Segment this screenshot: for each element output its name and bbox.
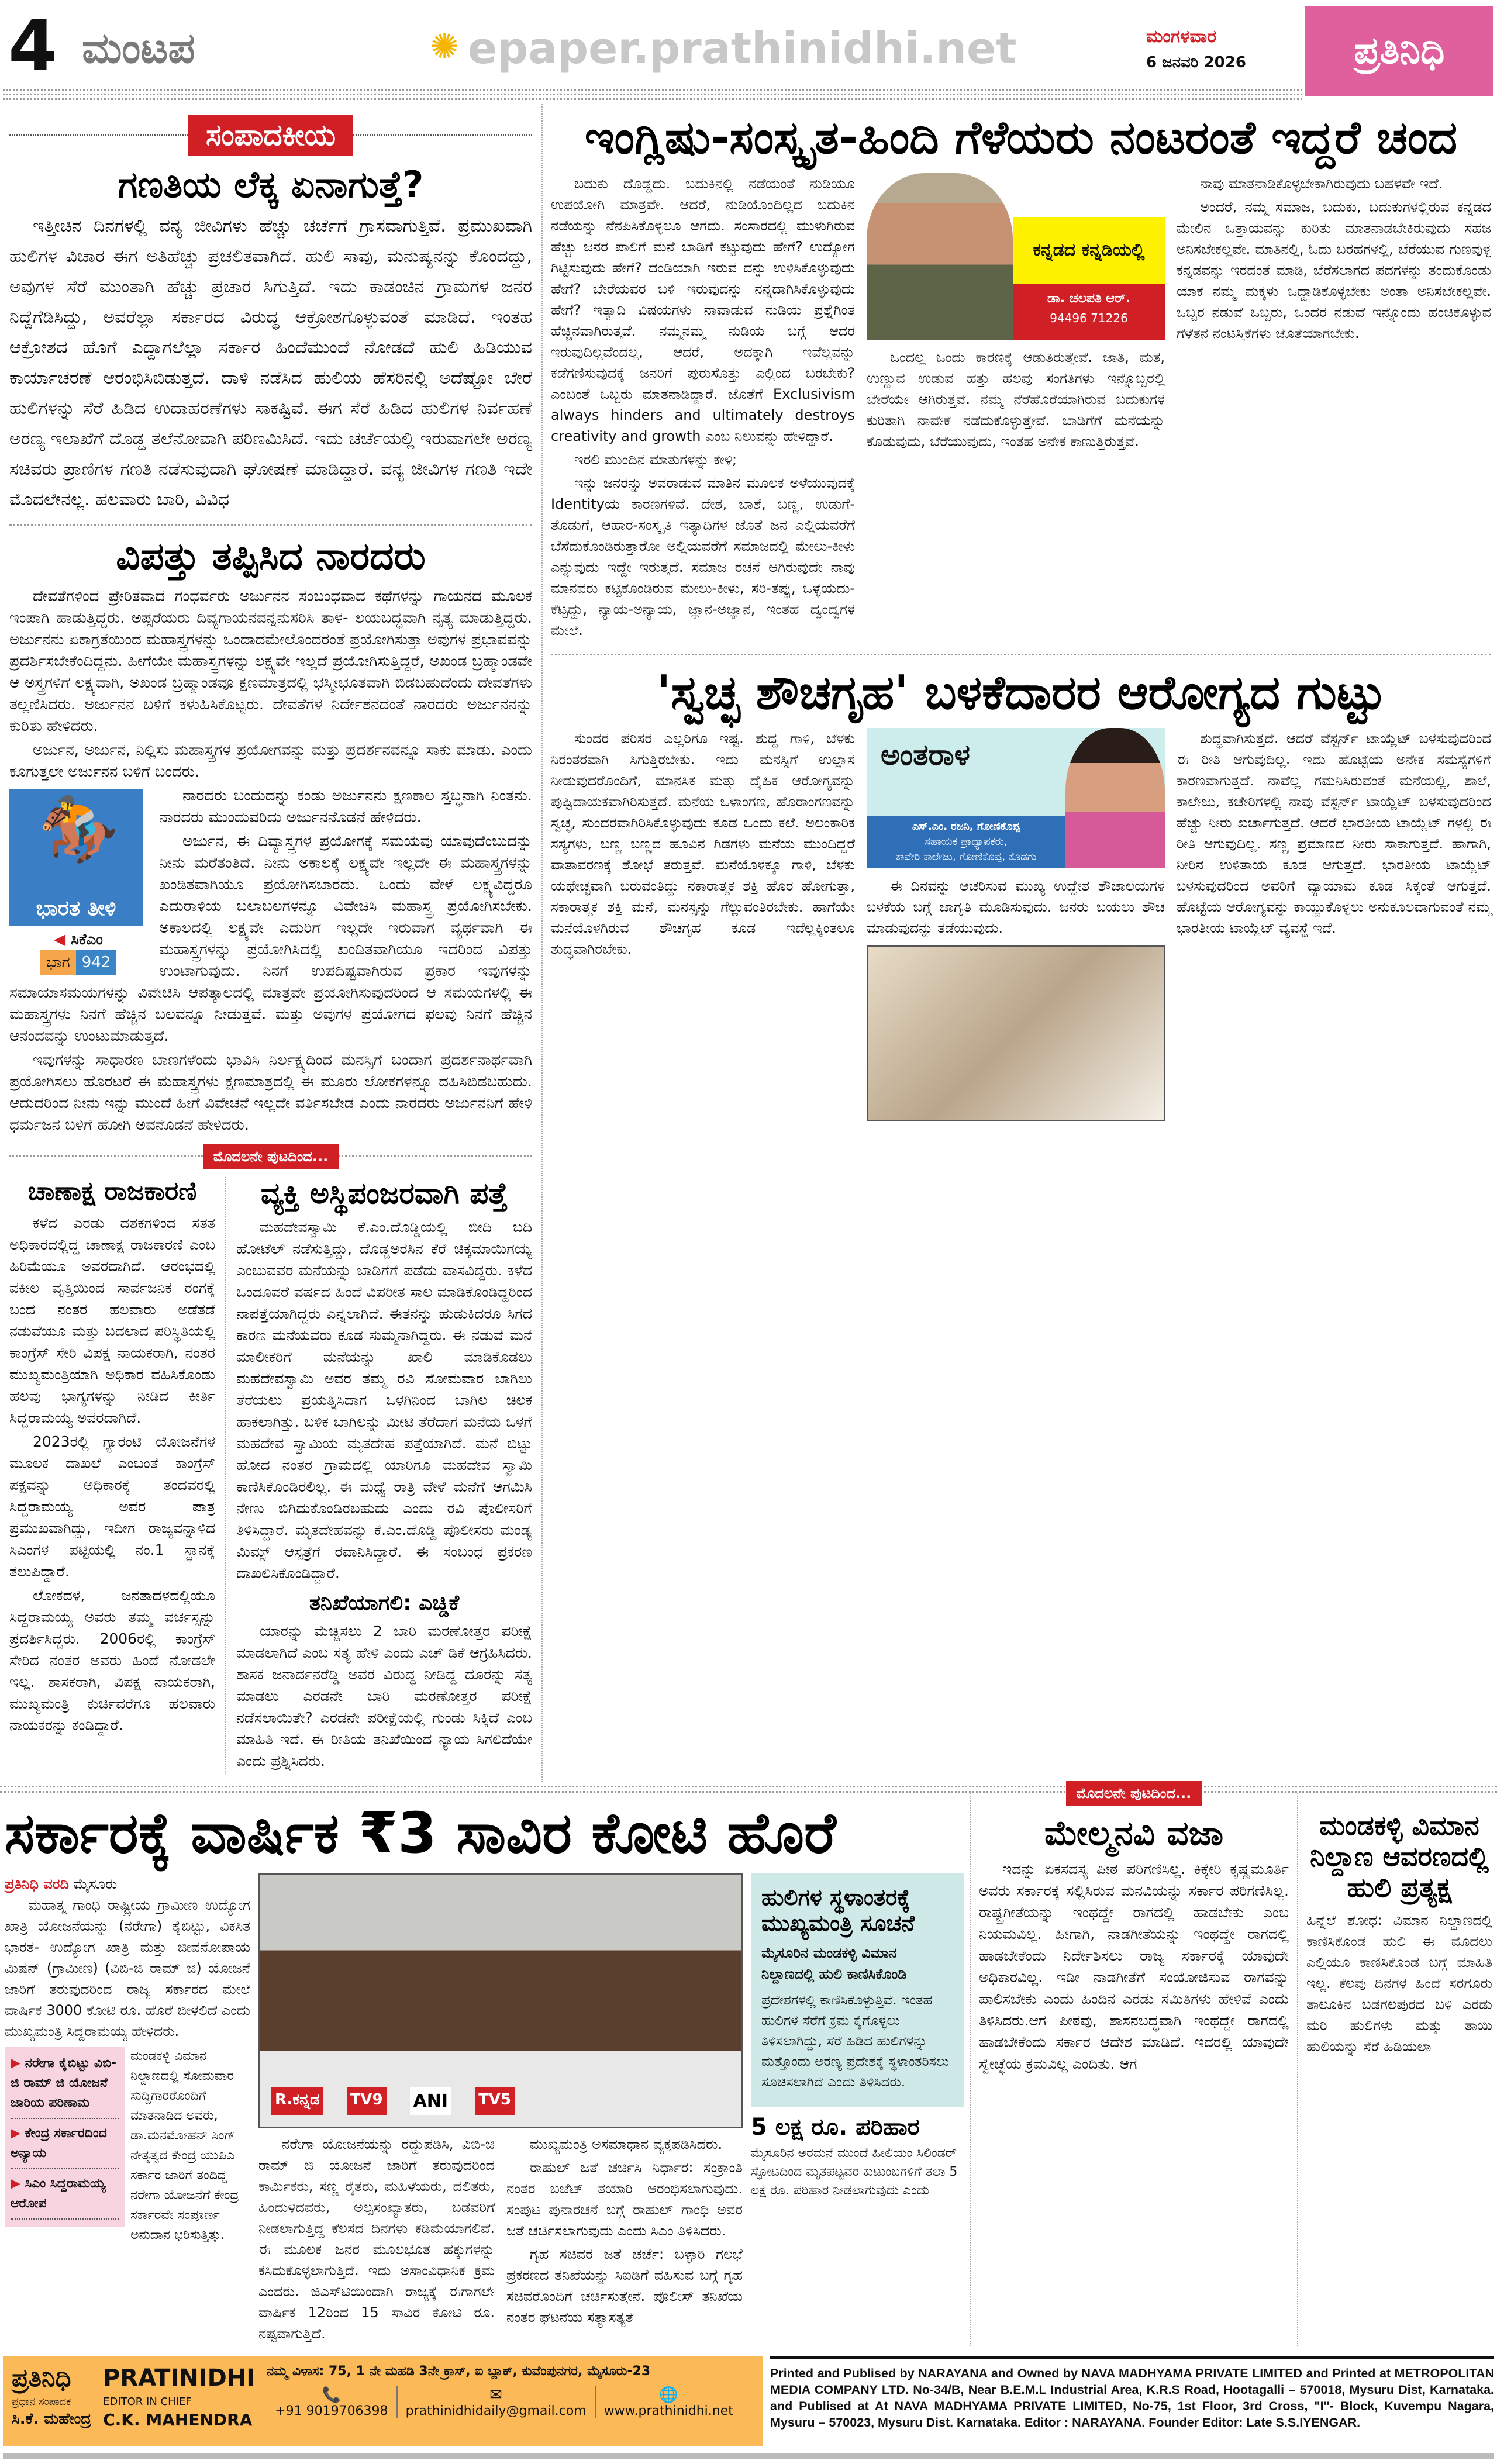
- page-number: 4: [8, 6, 57, 87]
- skeleton-subhead: ತನಿಖೆಯಾಗಲಿ: ಎಚ್ಡಿಕೆ: [309, 1591, 460, 1616]
- compensation-body: [751, 2144, 964, 2200]
- paragraph: ಶುದ್ಧವಾಗಿಸುತ್ತದೆ. ಆದರೆ ವೆಸ್ಟರ್ನ್ ಟಾಯ್ಲೆಟ್ ಬಳಸುವುದರಿಂದ ಈ ರೀತಿ ಆಗುವುದಿಲ್ಲ. ಇದು ಹೊಟ್ಟೆಯ ಅನೇಕ ಸಮಸ್ಯೆಗಳಿಗೆ ಕಾರಣವಾಗುತ್ತದೆ. ನಾವೆಲ್ಲ ಗಮನಿಸಿರುವಂತೆ ಮನೆಯಲ್ಲಿ, ಶಾಲೆ, ಕಾಲೇಜು, ಕಚೇರಿಗಳಲ್ಲಿ ನಾವು ವೆಸ್ಟರ್ನ್ ಟಾಯ್ಲೆಟ್ ಬಳಸುವುದರಿಂದ ಹೆಚ್ಚು ನೀರು ಖರ್ಚಾಗುತ್ತದೆ. ಆದರೆ ಭಾರತೀಯ ಟಾಯ್ಲೆಟ್ ಗಳಲ್ಲಿ ಈ ರೀತಿ ಆಗುವುದಿಲ್ಲ. ಸಣ್ಣ ಪ್ರಮಾಣದ ನೀರು ಸಾಕಾಗುತ್ತದೆ. ಹಾಗಾಗಿ, ನೀರಿನ ಉಳಿತಾಯ ಕೂಡ ಆಗುತ್ತದೆ. ಭಾರತೀಯ ಟಾಯ್ಲೆಟ್ ಬಳಸುವುದರಿಂದ ಅವರಿಗೆ ವ್ಯಾಯಾಮ ಕೂಡ ಸಿಕ್ಕಂತೆ ಆಗುತ್ತದೆ. ಹೊಟ್ಟೆಯ ಆರೋಗ್ಯವನ್ನು ಕಾಯ್ದುಕೊಳ್ಳಲು ಅನುಕೂಲವಾಗುವಂತೆ ನಮ್ಮ ಭಾರತೀಯ ಟಾಯ್ಲೆಟ್ ವ್ಯವಸ್ಥೆ ಇದೆ.: [1177, 730, 1491, 936]
- narada-article: [9, 536, 532, 1136]
- editorial-body: [9, 211, 532, 515]
- sun-icon: ✺: [430, 26, 460, 67]
- skeleton-headline: ವ್ಯಕ್ತಿ ಅಸ್ಥಿಪಂಜರವಾಗಿ ಪತ್ತೆ: [260, 1176, 508, 1210]
- chariot-icon: 🏇: [39, 791, 119, 867]
- highlight-item: ▶ ನರೇಗಾ ಕೈಬಿಟ್ಟು ವಿಬಿ-ಜಿ ರಾಮ್ ಜಿ ಯೋಜನೆ ಜಾರಿಯ ಪರಿಣಾಮ: [11, 2054, 119, 2119]
- chanakya-article: [9, 1177, 226, 1774]
- phone-contact[interactable]: [267, 2386, 397, 2418]
- mirror-headline: ಇಂಗ್ಲಿಷು-ಸಂಸ್ಕೃತ-ಹಿಂದಿ ಗೆಳೆಯರು ನಂಟರಂತೆ ಇದ್ದರೆ ಚಂದ: [584, 112, 1458, 164]
- skeleton-sub-body: [236, 1620, 532, 1772]
- columnist-name: ಡಾ. ಚಲಪತಿ ಆರ್.: [1047, 291, 1131, 306]
- paragraph: ಹಿನ್ನೆಲೆ ಶೋಧ: ವಿಮಾನ ನಿಲ್ದಾಣದಲ್ಲಿ ಕಾಣಿಸಿಕೊಂಡ ಹುಲಿ ಈ ಮೊದಲು ಎಲ್ಲಿಯೂ ಕಾಣಿಸಿಕೊಂಡ ಬಗ್ಗೆ ಮಾಹಿತಿ ಇಲ್ಲ. ಕೆಲವು ದಿನಗಳ ಹಿಂದೆ ಸರಗೂರು ತಾಲೂಕಿನ ಬಡಗಲಪುರದ ಬಳಿ ಎರಡು ಮರಿ ಹುಲಿಗಳು ಮತ್ತು ತಾಯಿ ಹುಲಿಯನ್ನು ಸೆರೆ ಹಿಡಿಯಲಾ: [1306, 1912, 1492, 2055]
- mirror-col-2: [867, 347, 1165, 452]
- editorial-article: [9, 115, 532, 515]
- toilet-article: [551, 666, 1491, 1121]
- narada-headline: ವಿಪತ್ತು ತಪ್ಪಿಸಿದ ನಾರದರು: [116, 535, 426, 579]
- column-banner: [1013, 217, 1165, 340]
- footer: [0, 2356, 1497, 2446]
- paragraph: ರಾಹುಲ್ ಜತೆ ಚರ್ಚಿಸಿ ನಿರ್ಧಾರ: ಸಂಕ್ರಾಂತಿ ನಂತರ ಬಜೆಟ್ ತಯಾರಿ ಆರಂಭಿಸಲಾಗುವುದು. ಸಂಪುಟ ಪುನಾರಚನೆ ಬಗ್ಗೆ ರಾಹುಲ್ ಗಾಂಧಿ ಅವರ ಜತೆ ಚರ್ಚಿಸಲಾಗುವುದು ಎಂದು ಸಿಎಂ ತಿಳಿಸಿದರು.: [506, 2159, 743, 2239]
- columnist-photo: [1065, 728, 1165, 868]
- footer-brand-box: [3, 2356, 763, 2446]
- masthead: [0, 0, 1497, 104]
- author-tag: ◀ ಸಿಕೆಎಂ: [54, 930, 103, 948]
- lead-col-3: [506, 2134, 743, 2346]
- column-logo-text: ಭಾರತ ತೀಳಿ: [36, 896, 116, 920]
- mic-label: ANI: [410, 2087, 452, 2115]
- column-name: ಅಂತರಾಳ: [881, 737, 970, 772]
- press-meet-photo: [258, 1873, 743, 2128]
- logo: ಪ್ರತಿನಿಧಿ: [1305, 6, 1493, 96]
- paragraph: ಅರ್ಜುನ, ಅರ್ಜುನ, ನಿಲ್ಲಿಸು ಮಹಾಸ್ತ್ರಗಳ ಪ್ರಯೋಗವನ್ನು ಮತ್ತು ಪ್ರದರ್ಶನವನ್ನೂ ಸಾಕು ಮಾಡು. ಎಂದು ಕೂಗುತ್ತಲೇ ಅರ್ಜುನನ ಬಳಿಗೆ ಬಂದರು.: [9, 741, 532, 781]
- compensation-headline: 5 ಲಕ್ಷ ರೂ. ಪರಿಹಾರ: [751, 2113, 920, 2141]
- melmanavi-body: [979, 1858, 1289, 2075]
- toilet-col-3: [1177, 728, 1491, 941]
- mic-label: TV5: [475, 2087, 515, 2115]
- toilet-headline: 'ಸ್ವಚ್ಛ ಶೌಚಗೃಹ' ಬಳಕೆದಾರರ ಆರೋಗ್ಯದ ಗುಟ್ಟು: [656, 665, 1386, 720]
- imprint: Printed and Publised by NARAYANA and Owned by NAVA MADHYAMA PRIVATE LIMITED and Printed at METROPOLITAN MEDIA COMPANY LTD. No-34/B, Near B.E.M.L Industrial Area, K.R.S Road, Hootagalli – 570018, Mysuru Dist, Karnataka. and Publised at At NAVA MADHYAMA PRIVATE LIMITED, No-75, 1st Floor, 3rd Cross, "I"- Block, Kuvempu Nagara, Mysuru – 570023, Mysuru Dist. Karnataka. Editor : NARAYANA. Founder Editor: Late S.S.IYENGAR.: [770, 2366, 1494, 2430]
- paragraph: ಪ್ರದೇಶಗಳಲ್ಲಿ ಕಾಣಿಸಿಕೊಳ್ಳುತ್ತಿವೆ. ಇಂತಹ ಹುಲಿಗಳ ಸೆರೆಗೆ ಕ್ರಮ ಕೈಗೊಳ್ಳಲು ತಿಳಿಸಲಾಗಿದ್ದು, ಸೆರೆ ಹಿಡಿದ ಹುಲಿಗಳನ್ನು ಮತ್ತೊಂದು ಅರಣ್ಯ ಪ್ರದೇಶಕ್ಕೆ ಸ್ಥಳಾಂತರಿಸಲು ಸೂಚಿಸಲಾಗಿದೆ ಎಂದು ತಿಳಿಸಿದರು.: [761, 1992, 950, 2090]
- paragraph: ಇನ್ನು ಜನರನ್ನು ಅವರಾಡುವ ಮಾತಿನ ಮೂಲಕ ಅಳೆಯುವುದಕ್ಕೆ Identityಯ ಕಾರಣಗಳಿವೆ. ದೇಶ, ಬಾಶೆ, ಬಣ್ಣ, ಉಡುಗೆ-ತೊಡುಗೆ, ಆಹಾರ-ಸಂಸ್ಕೃತಿ ಇತ್ಯಾದಿಗಳ ಜೊತೆ ಜನ ಎಲ್ಲಿಯವರೆಗೆ ಬೆಸೆದುಕೊಂಡಿರುತ್ತಾರೋ ಅಲ್ಲಿಯವರೆಗೆ ಸಮಾಜದಲ್ಲಿ ಮೇಲು-ಕೀಳು ಎನ್ನುವುದು ಇದ್ದೇ ಇರುತ್ತದೆ. ಸಮಾಜ ರಚನೆ ಆಗಿರುವುದೇ ನಾವು ಮಾನವರು ಕಟ್ಟಿಕೊಂಡಿರುವ ಮೇಲು-ಕೀಳು, ಸರಿ-ತಪ್ಪು, ಒಳ್ಳೆಯದು-ಕೆಟ್ಟದ್ದು, ನ್ಯಾಯ-ಅನ್ಯಾಯ, ಜ್ಞಾನ-ಅಜ್ಞಾನ, ಇಂತಹ ದ್ವಂದ್ವಗಳ ಮೇಲೆ.: [551, 474, 855, 639]
- chanakya-headline: ಚಾಣಾಕ್ಷ ರಾಜಕಾರಣಿ: [27, 1176, 197, 1206]
- editor-name: C.K. MAHENDRA: [103, 2410, 253, 2430]
- phone-icon: 📞: [322, 2386, 342, 2404]
- paragraph: ಇವುಗಳನ್ನು ಸಾಧಾರಣ ಬಾಣಗಳೆಂದು ಭಾವಿಸಿ ನಿರ್ಲಕ್ಷ್ಯದಿಂದ ಮನಸ್ಸಿಗೆ ಬಂದಾಗ ಪ್ರದರ್ಶನಾರ್ಥವಾಗಿ ಪ್ರಯೋಗಿಸಲು ಹೊರಟರೆ ಈ ಮಹಾಸ್ತ್ರಗಳು ಕ್ಷಣಮಾತ್ರದಲ್ಲಿ ಈ ಮೂರು ಲೋಕಗಳನ್ನೂ ದಹಿಸಿಬಿಡಬಹುದು. ಆದುದರಿಂದ ನೀನು ಇನ್ನು ಮುಂದೆ ಹೀಗೆ ವಿವೇಚನೆ ಇಲ್ಲದೇ ವರ್ತಿಸಬೇಡ ಎಂದು ನಾರದರು ಅರ್ಜುನನಿಗೆ ಹೇಳಿ ಧರ್ಮಜನ ಬಳಿಗೆ ಹೋಗಿ ಅವನೊಡನೆ ಹೇಳಿದರು.: [9, 1051, 532, 1134]
- paragraph: ನರೇಗಾ ಯೋಜನೆಯನ್ನು ರದ್ದುಪಡಿಸಿ, ವಿಬಿ-ಜಿ ರಾಮ್ ಜಿ ಯೋಜನೆ ಜಾರಿಗೆ ತರುವುದರಿಂದ ಕಾರ್ಮಿಕರು, ಸಣ್ಣ ರೈತರು, ಮಹಿಳೆಯರು, ದಲಿತರು, ಹಿಂದುಳಿದವರು, ಅಲ್ಪಸಂಖ್ಯಾತರು, ಬಡವರಿಗೆ ನೀಡಲಾಗುತ್ತಿದ್ದ ಕೆಲಸದ ದಿನಗಳು ಕಡಿಮೆಯಾಗಲಿವೆ. ಈ ಮೂಲಕ ಜನರ ಮೂಲಭೂತ ಹಕ್ಕುಗಳನ್ನು ಕಸಿದುಕೊಳ್ಳಲಾಗುತ್ತಿದೆ. ಇದು ಅಸಾಂವಿಧಾನಿಕ ಕ್ರಮ ಎಂದರು. ಜಿಎಸ್‌ಟಿಯಿಂದಾಗಿ ರಾಜ್ಯಕ್ಕೆ ಈಗಾಗಲೇ ವಾರ್ಷಿಕ 12ರಿಂದ 15 ಸಾವಿರ ಕೋಟಿ ರೂ. ನಷ್ಟವಾಗುತ್ತಿದೆ.: [258, 2136, 495, 2342]
- tiger-box: [751, 1873, 964, 2106]
- continued-tag: ಮೊದಲನೇ ಪುಟದಿಂದ...: [203, 1144, 339, 1169]
- editor-name-kn: ಸಿ.ಕೆ. ಮಹೇಂದ್ರ: [12, 2410, 92, 2428]
- paragraph: ಒಂದಲ್ಲ ಒಂದು ಕಾರಣಕ್ಕೆ ಆಡುತಿರುತ್ತೇವೆ. ಜಾತಿ, ಮತ, ಉಣ್ಣುವ ಉಡುವ ಹತ್ತು ಹಲವು ಸಂಗತಿಗಳು ಇನ್ನೊಬ್ಬರಲ್ಲಿ ಬೇರೆಯೇ ಆಗಿರುತ್ತವೆ. ನಮ್ಮ ನೆರೆಹೊರೆಯಾಗಿರುವ ಬದುಕುಗಳ ಕುರಿತಾಗಿ ನಾವೇಕೆ ನಡೆದುಕೊಳ್ಳುತ್ತೇವೆ. ಬಾಡಿಗೆಗೆ ಮನೆಯನ್ನು ಕೊಡುವುದು, ಬೆರೆಯುವುದು, ಇಂತಹ ಅನೇಕ ಕಾಣುತ್ತಿರುತ್ತವೆ.: [867, 348, 1165, 450]
- mic-label: TV9: [347, 2087, 387, 2115]
- address: ನಮ್ಮ ವಿಳಾಸ: 75, 1 ನೇ ಮಹಡಿ 3ನೇ ಕ್ರಾಸ್, ಐ ಬ್ಲಾಕ್, ಕುವೆಂಪುನಗರ, ಮೈಸೂರು-23: [267, 2364, 651, 2379]
- mandakalli-article: [1298, 1793, 1497, 2346]
- paragraph: ಗೃಹ ಸಚಿವರ ಜತೆ ಚರ್ಚೆ: ಬಳ್ಳಾರಿ ಗಲಭೆ ಪ್ರಕರಣದ ತನಿಖೆಯನ್ನು ಸಿಐಡಿಗೆ ವಹಿಸುವ ಬಗ್ಗೆ ಗೃಹ ಸಚಿವರೊಂದಿಗೆ ಚರ್ಚಿಸುತ್ತೇನೆ. ಪೊಲೀಸ್ ತನಿಖೆಯ ನಂತರ ಘಟನೆಯ ಸತ್ಯಾಸತ್ಯತೆ: [506, 2246, 743, 2326]
- part-number: 942: [76, 950, 117, 975]
- date: 6 ಜನವರಿ 2026: [1146, 54, 1246, 71]
- footer-brand: PRATINIDHI: [103, 2365, 256, 2392]
- melmanavi-headline: ಮೇಲ್ಮನವಿ ವಜಾ: [1044, 1813, 1224, 1853]
- footer-logo: ಪ್ರತಿನಿಧಿ: [12, 2363, 71, 2393]
- tiger-box-headline: ಹುಲಿಗಳ ಸ್ಥಳಾಂತರಕ್ಕೆ ಮುಖ್ಯಮಂತ್ರಿ ಸೂಚನೆ: [761, 1885, 915, 1936]
- column-name: ಕನ್ನಡದ ಕನ್ನಡಿಯಲ್ಲಿ: [1013, 217, 1165, 284]
- continued-stories: [9, 1177, 532, 1774]
- mic-label: R.ಕನ್ನಡ: [271, 2087, 323, 2115]
- section-name: ಮಂಟಪ: [82, 23, 195, 73]
- paragraph: ಯಾರನ್ನು ಮೆಚ್ಚಿಸಲು 2 ಬಾರಿ ಮರಣೋತ್ತರ ಪರೀಕ್ಷೆ ಮಾಡಲಾಗಿದೆ ಎಂಬ ಸತ್ಯ ಹೇಳಿ ಎಂದು ಎಚ್ ಡಿಕೆ ಆಗ್ರಹಿಸಿದರು. ಶಾಸಕ ಜನಾರ್ದನರೆಡ್ಡಿ ಅವರ ವಿರುದ್ಧ ನೀಡಿದ್ದ ದೂರನ್ನು ಸತ್ಯ ಮಾಡಲು ಎರಡನೇ ಬಾರಿ ಮರಣೋತ್ತರ ಪರೀಕ್ಷೆ ನಡೆಸಲಾಯಿತೇ? ಎರಡನೇ ಪರೀಕ್ಷೆಯಲ್ಲಿ ಗುಂಡು ಸಿಕ್ಕಿದೆ ಎಂಬ ಮಾಹಿತಿ ಇದೆ. ಈ ರೀತಿಯ ತನಿಖೆಯಿಂದ ನ್ಯಾಯ ಸಿಗಲಿದೆಯೇ ಎಂದು ಪ್ರಶ್ನಿಸಿದರು.: [236, 1622, 532, 1769]
- toilet-col-2: [867, 875, 1165, 938]
- paragraph: ನಾರದರು ಬಂದುದನ್ನು ಕಂಡು ಅರ್ಜುನನು ಕ್ಷಣಕಾಲ ಸ್ತಬ್ಧನಾಗಿ ನಿಂತನು. ನಾರದರು ಮುಂದುವರಿದು ಅರ್ಜುನನೊಡನೆ ಹೇಳಿದರು.: [159, 786, 532, 826]
- byline: ಪ್ರತಿನಿಧಿ ವರದಿ ಮೈಸೂರು: [5, 1876, 118, 1893]
- paragraph: ಮೈಸೂರಿನ ಅರಮನೆ ಮುಂದೆ ಹೀಲಿಯಂ ಸಿಲಿಂಡರ್ ಸ್ಫೋಟದಿಂದ ಮೃತಪಟ್ಟವರ ಕುಟುಂಬಗಳಿಗೆ ತಲಾ 5 ಲಕ್ಷ ರೂ. ಪರಿಹಾರ ನೀಡಲಾಗುವುದು ಎಂದು: [751, 2145, 958, 2198]
- editor-label-kn: ಪ್ರಧಾನ ಸಂಪಾದಕ: [12, 2396, 71, 2408]
- narada-body: [9, 586, 532, 1136]
- email: prathinidhidaily@gmail.com: [405, 2404, 587, 2419]
- paragraph: ಇರಲಿ ಮುಂದಿನ ಮಾತುಗಳನ್ನು ಕೇಳಿ;: [574, 451, 737, 468]
- mirror-article: [551, 112, 1491, 643]
- tiger-box-body: [761, 1990, 953, 2093]
- editorial-headline: ಗಣತಿಯ ಲೆಕ್ಕ ಏನಾಗುತ್ತೆ?: [118, 163, 424, 206]
- highlights-box: [5, 2047, 125, 2227]
- globe-icon: 🌐: [659, 2386, 678, 2404]
- paragraph: ಮಂಡಕಳ್ಳಿ ವಿಮಾನ ನಿಲ್ದಾಣದಲ್ಲಿ ಸೋಮವಾರ ಸುದ್ದಿಗಾರರೊಂದಿಗೆ ಮಾತನಾಡಿದ ಅವರು, ಡಾ.ಮನಮೋಹನ್ ಸಿಂಗ್ ನೇತೃತ್ವದ ಕೇಂದ್ರ ಯುಪಿಎ ಸರ್ಕಾರ ಜಾರಿಗೆ ತಂದಿದ್ದ ನರೇಗಾ ಯೋಜನೆಗೆ ಕೇಂದ್ರ ಸರ್ಕಾರವೇ ಸಂಪೂರ್ಣ ಅನುದಾನ ಭರಿಸುತ್ತಿತ್ತು.: [130, 2049, 239, 2243]
- columnist-phone: 94496 71226: [1050, 310, 1128, 325]
- tiger-box-subhead: ಮೈಸೂರಿನ ಮಂಡಕಳ್ಳಿ ವಿಮಾನ ನಿಲ್ದಾಣದಲ್ಲಿ ಹುಲಿ ಕಾಣಿಸಿಕೊಂಡಿ: [761, 1944, 907, 1982]
- columnist-org: ಕಾವೇರಿ ಕಾಲೇಜು, ಗೋಣಿಕೊಪ್ಪ, ಕೊಡಗು: [895, 850, 1037, 863]
- phone-number: +91 9019706398: [275, 2404, 388, 2419]
- website-contact[interactable]: [596, 2386, 741, 2418]
- toilet-col-1: [551, 728, 855, 962]
- paragraph: ಇದನ್ನು ಏಕಸದಸ್ಯ ಪೀಠ ಪರಿಗಣಿಸಿಲ್ಲ. ಕಿಕ್ಕೇರಿ ಕೃಷ್ಣಮೂರ್ತಿ ಅವರು ಸರ್ಕಾರಕ್ಕೆ ಸಲ್ಲಿಸಿರುವ ಮನವಿಯನ್ನು ಸರ್ಕಾರ ಪರಿಗಣಿಸಿಲ್ಲ. ರಾಷ್ಟ್ರಗೀತೆಯನ್ನು ಇಂಥದ್ದೇ ರಾಗದಲ್ಲಿ ಹಾಡಬೇಕು ಎಂಬ ನಿಯಮವಿಲ್ಲ. ಹೀಗಾಗಿ, ನಾಡಗೀತೆಯನ್ನು ಇಂಥದ್ದೇ ರಾಗದಲ್ಲಿ ಹಾಡಬೇಕೆಂದು ನಿರ್ದೇಶಿಸಲು ರಾಜ್ಯ ಸರ್ಕಾರಕ್ಕೆ ಯಾವುದೇ ಅಧಿಕಾರವಿಲ್ಲ. ಇಡೀ ನಾಡಗೀತೆಗೆ ಸಂಯೋಜಿಸುವ ರಾಗವನ್ನು ಪಾಲಿಸಬೇಕು ಎಂದು ಹಿಂದಿನ ಎರಡು ಸಮಿತಿಗಳು ಹೇಳಿವೆ ಎಂದು ತಿಳಿಸಿದರು.ಆಗ ಪೀಠವು, ಶಾಸನಬದ್ಧವಾಗಿ ಇಂಥದ್ದೇ ರಾಗದಲ್ಲಿ ಹಾಡಬೇಕೆಂದು ಸರ್ಕಾರ ಆದೇಶ ಮಾಡಿದೆ. ಇದರಲ್ಲಿ ಯಾವುದೇ ಸ್ವೇಚ್ಛೆಯ ಕ್ರಮವಿಲ್ಲ ಎಂದಿತು. ಆಗ: [979, 1861, 1289, 2073]
- mail-icon: ✉: [489, 2386, 502, 2404]
- paragraph: ಮಹದೇವಸ್ವಾಮಿ ಕೆ.ಎಂ.ದೊಡ್ಡಿಯಲ್ಲಿ ಬೀದಿ ಬದಿ ಹೋಟೆಲ್ ನಡೆಸುತ್ತಿದ್ದು, ದೊಡ್ಡಅರಸಿನ ಕೆರೆ ಚಿಕ್ಕಮಾಯಿಗಯ್ಯ ಎಂಬುವವರ ಮನೆಯನ್ನು ಬಾಡಿಗೆಗೆ ಪಡೆದು ವಾಸವಿದ್ದರು. ಕಳೆದ ಒಂದೂವರೆ ವರ್ಷದ ಹಿಂದೆ ವಿಪರೀತ ಸಾಲ ಮಾಡಿಕೊಂಡಿದ್ದರಿಂದ ನಾಪತ್ತೆಯಾಗಿದ್ದರು ಎನ್ನಲಾಗಿದೆ. ಈತನನ್ನು ಹುಡುಕಿದರೂ ಸಿಗದ ಕಾರಣ ಮನೆಯವರು ಕೂಡ ಸುಮ್ಮನಾಗಿದ್ದರು. ಈ ನಡುವೆ ಮನೆ ಮಾಲೀಕರಿಗೆ ಮನೆಯನ್ನು ಖಾಲಿ ಮಾಡಿಕೊಡಲು ಮಹದೇವಸ್ವಾಮಿ ಅವರ ತಮ್ಮ ರವಿ ಸೋಮವಾರ ಬಾಗಿಲು ತೆರೆಯಲು ಪ್ರಯತ್ನಿಸಿದಾಗ ಒಳಗಿನಿಂದ ಬಾಗಿಲ ಚಿಲಕ ಹಾಕಲಾಗಿತ್ತು. ಬಳಿಕ ಬಾಗಿಲನ್ನು ಮೀಟಿ ತೆರೆದಾಗ ಮನೆಯ ಒಳಗೆ ಮಹದೇವ ಸ್ವಾಮಿಯ ಮೃತದೇಹ ಪತ್ತೆಯಾಗಿದೆ. ಮನೆ ಬಿಟ್ಟು ಹೋದ ನಂತರ ಗ್ರಾಮದಲ್ಲಿ ಯಾರಿಗೂ ಮಹದೇವ ಸ್ವಾಮಿ ಕಾಣಿಸಿಕೊಂಡಿರಲಿಲ್ಲ. ಈ ಮಧ್ಯೆ ರಾತ್ರಿ ವೇಳೆ ಮನೆಗೆ ಆಗಮಿಸಿ ನೇಣು ಬಿಗಿದುಕೊಂಡಿರಬಹುದು ಎಂದು ರವಿ ಪೊಲೀಸರಿಗೆ ತಿಳಿಸಿದ್ದಾರೆ. ಮೃತದೇಹವನ್ನು ಕೆ.ಎಂ.ದೊಡ್ಡಿ ಪೊಲೀಸರು ಮಂಡ್ಯ ಮಿಮ್ಸ್ ಆಸ್ಪತ್ರೆಗೆ ರವಾನಿಸಿದ್ದಾರೆ. ಈ ಸಂಬಂಧ ಪ್ರಕರಣ ದಾಖಲಿಸಿಕೊಂಡಿದ್ದಾರೆ.: [236, 1219, 532, 1582]
- paragraph: ಲೋಕದಳ, ಜನತಾದಳದಲ್ಲಿಯೂ ಸಿದ್ದರಾಮಯ್ಯ ಅವರು ತಮ್ಮ ವರ್ಚಸ್ಸನ್ನು ಪ್ರದರ್ಶಿಸಿದ್ದರು. 2006ರಲ್ಲಿ ಕಾಂಗ್ರೆಸ್ ಸೇರಿದ ನಂತರ ಅವರು ಹಿಂದೆ ನೋಡಲೇ ಇಲ್ಲ. ಶಾಸಕರಾಗಿ, ವಿಪಕ್ಷ ನಾಯಕರಾಗಿ, ಮುಖ್ಯಮಂತ್ರಿ ಕುರ್ಚಿವರೆಗೂ ಹಲವಾರು ನಾಯಕರನ್ನು ಕಂಡಿದ್ದಾರೆ.: [9, 1587, 215, 1734]
- highlight-item: ▶ ಕೇಂದ್ರ ಸರ್ಕಾರದಿಂದ ಅನ್ಯಾಯ: [11, 2119, 119, 2169]
- columnist-photo: [867, 173, 1013, 340]
- mirror-col-1: [551, 173, 855, 643]
- paragraph: 2023ರಲ್ಲಿ ಗ್ಯಾರಂಟಿ ಯೋಜನೆಗಳ ಮೂಲಕ ದಾಖಲೆ ಎಂಬಂತೆ ಕಾಂಗ್ರೆಸ್ ಪಕ್ಷವನ್ನು ಅಧಿಕಾರಕ್ಕೆ ತಂದವರಲ್ಲಿ ಸಿದ್ದರಾಮಯ್ಯ ಅವರ ಪಾತ್ರ ಪ್ರಮುಖವಾಗಿದ್ದು, ಇದೀಗ ರಾಜ್ಯವನ್ನಾಳಿದ ಸಿಎಂಗಳ ಪಟ್ಟಿಯಲ್ಲಿ ನಂ.1 ಸ್ಥಾನಕ್ಕೆ ತಲುಪಿದ್ದಾರೆ.: [9, 1433, 215, 1580]
- melmanavi-article: [971, 1785, 1298, 2346]
- highlight-item: ▶ ಸಿಎಂ ಸಿದ್ದರಾಮಯ್ಯ ಆರೋಪ: [11, 2169, 119, 2220]
- skeleton-article: [226, 1177, 532, 1774]
- paragraph: ಅಂದರೆ, ನಮ್ಮ ಸಮಾಜ, ಬದುಕು, ಬದುಕುಗಳಲ್ಲಿರುವ ಕನ್ನಡದ ಮೇಲಿನ ಒತ್ತಾಯವನ್ನು ಕುರಿತು ಮಾತನಾಡಬೇಕಿರುವುದು ಸಹಜ ಅನಿಸಬೇಕಲ್ಲವೇ. ಮಾತಿನಲ್ಲಿ, ಓದು ಬರಹಗಳಲ್ಲಿ, ಬೆರೆಯುವ ಗುಣವುಳ್ಳ ಕನ್ನಡವನ್ನು ಇರದಂತೆ ಮಾಡಿ, ಬೆರೆಸಲಾಗದ ಪದಗಳನ್ನು ತಂದುಕೊಂಡು ಯಾಕೆ ನಮ್ಮ ಮಕ್ಕಳು ಒದ್ದಾಡಿಕೊಳ್ಳಬೇಕು ಅಂತಾ ಅನಿಸಬೇಕಲ್ಲವೇ. ಒಬ್ಬರ ನಡುವೆ ಒಬ್ಬರು, ಒಂದರ ನಡುವೆ ಇನ್ನೊಂದು ಹಂಚಿಕೊಳ್ಳುವ ಗೆಳೆತನ ನಂಟಸ್ತಿಕೆಗಳು ಜೊತೆಯಾಗಬೇಕು.: [1177, 198, 1491, 341]
- toilet-photo: [867, 945, 1165, 1121]
- weekday: ಮಂಗಳವಾರ: [1146, 26, 1217, 47]
- lead-col-1b: [130, 2047, 250, 2248]
- paragraph: ಕಳೆದ ಎರಡು ದಶಕಗಳಿಂದ ಸತತ ಅಧಿಕಾರದಲ್ಲಿದ್ದ ಚಾಣಾಕ್ಷ ರಾಜಕಾರಣಿ ಎಂಬ ಹಿರಿಮೆಯೂ ಅವರದಾಗಿದೆ. ಆರಂಭದಲ್ಲಿ ವಕೀಲ ವೃತ್ತಿಯಿಂದ ಸಾರ್ವಜನಿಕ ರಂಗಕ್ಕೆ ಬಂದ ನಂತರ ಹಲವಾರು ಅಡೆತಡೆ ನಡುವೆಯೂ ಮತ್ತು ಬದಲಾದ ಪರಿಸ್ಥಿತಿಯಲ್ಲಿ ಕಾಂಗ್ರೆಸ್ ಸೇರಿ ವಿಪಕ್ಷ ನಾಯಕರಾಗಿ, ನಂತರ ಮುಖ್ಯಮಂತ್ರಿಯಾಗಿ ಅಧಿಕಾರ ವಹಿಸಿಕೊಂಡು ಹಲವು ಭಾಗ್ಯಗಳನ್ನು ನೀಡಿದ ಕೀರ್ತಿ ಸಿದ್ದರಾಮಯ್ಯ ಅವರದಾಗಿದೆ.: [9, 1214, 215, 1427]
- columnist-name: ಎಸ್.ಎಂ. ರಜನಿ, ಗೋಣಿಕೊಪ್ಪ: [912, 820, 1020, 833]
- paragraph: ಅರ್ಜುನ, ಈ ದಿವ್ಯಾಸ್ತ್ರಗಳ ಪ್ರಯೋಗಕ್ಕೆ ಸಮಯವು ಯಾವುದೆಂಬುದನ್ನು ನೀನು ಮರೆತಂತಿದೆ. ನೀನು ಅಕಾಲಕ್ಕೆ ಲಕ್ಷ್ಯವೇ ಇಲ್ಲದೇ ಈ ಮಹಾಸ್ತ್ರಗಳನ್ನು ಖಂಡಿತವಾಗಿಯೂ ಪ್ರಯೋಗಿಸಬಾರದು. ಒಂದು ವೇಳೆ ಲಕ್ಷ್ಯವಿದ್ದರೂ ಎದುರಾಳಿಯ ಬಲಾಬಲಗಳನ್ನೂ ವಿವೇಚಿಸಿ ಮಹಾಸ್ತ್ರ ಪ್ರಯೋಗಿಸಬೇಕು. ಅಕಾಲದಲ್ಲಿ ಲಕ್ಷ್ಯವೇ ಎದುರಿಗೆ ಇಲ್ಲದೇ ಇರುವಾಗ ವ್ಯರ್ಥವಾಗಿ ಈ ಮಹಾಸ್ತ್ರಗಳನ್ನು ಪ್ರಯೋಗಿಸಿದಲ್ಲಿ ಖಂಡಿತವಾಗಿಯೂ ಇದರಿಂದ ವಿಪತ್ತು ಉಂಟಾಗುವುದು. ನಿನಗೆ ಉಪದಿಷ್ಟವಾಗಿರುವ ಪ್ರಕಾರ ಇವುಗಳನ್ನು ಸಮಾಯಾಸಮಯಗಳನ್ನು ವಿವೇಚಿಸಿ ಆಪತ್ಕಾಲದಲ್ಲಿ ಮಾತ್ರವೇ ಪ್ರಯೋಗಿಸುವುದರಿಂದ ಆ ಸಮಯಗಳಲ್ಲಿ ಈ ಮಹಾಸ್ತ್ರಗಳು ನಿನಗೆ ಹೆಚ್ಚಿನ ಬಲವನ್ನೂ ನೀಡುತ್ತವೆ. ಮತ್ತು ಅವುಗಳ ಪ್ರಯೋಗದ ಫಲವು ನಿನಗೆ ಹೆಚ್ಚಿನ ಆನಂದವನ್ನು ಉಂಟುಮಾಡುತ್ತದೆ.: [9, 832, 532, 1045]
- email-contact[interactable]: [398, 2386, 596, 2418]
- columnist-role: ಸಹಾಯಕ ಪ್ರಾಧ್ಯಾಪಕರು,: [925, 835, 1008, 848]
- bharata-teli-block: [9, 789, 147, 975]
- lead-article: [0, 1793, 971, 2346]
- lead-col-2: [258, 2134, 495, 2346]
- continued-tag: ಮೊದಲನೇ ಪುಟದಿಂದ...: [1066, 1781, 1202, 1806]
- part-badge: [9, 950, 147, 975]
- column-banner: [867, 728, 1165, 868]
- bharata-teli-logo: [9, 789, 143, 926]
- paragraph: ಮುಖ್ಯಮಂತ್ರಿ ಅಸಮಾಧಾನ ವ್ಯಕ್ತಪಡಿಸಿದರು.: [530, 2136, 723, 2153]
- paragraph: ಸುಂದರ ಪರಿಸರ ಎಲ್ಲರಿಗೂ ಇಷ್ಟ. ಶುದ್ಧ ಗಾಳಿ, ಬೆಳಕು ನಿರಂತರವಾಗಿ ಸಿಗುತ್ತಿರಬೇಕು. ಇದು ಮನಸ್ಸಿಗೆ ಉಲ್ಲಾಸ ನೀಡುವುದರೊಂದಿಗೆ, ಮಾನಸಿಕ ಮತ್ತು ದೈಹಿಕ ಆರೋಗ್ಯವನ್ನು ಪುಷ್ಟಿದಾಯಕವಾಗಿರಿಸುತ್ತದೆ. ಮನೆಯ ಒಳಾಂಗಣ, ಹೊರಾಂಗಣವನ್ನು ಸ್ವಚ್ಛ, ಸುಂದರವಾಗಿರಿಸಿಕೊಳ್ಳುವುದು ಕೂಡ ಒಂದು ಕಲೆ. ಅಲಂಕಾರಿಕ ಸಸ್ಯಗಳು, ಬಣ್ಣ ಬಣ್ಣದ ಹೂವಿನ ಗಿಡಗಳು ಮನೆಯ ಮುಂದಿದ್ದರೆ ವಾತಾವರಣಕ್ಕೆ ಶೋಭೆ ತರುತ್ತವೆ. ಮನೆಯೊಳಕ್ಕೂ ಗಾಳಿ, ಬೆಳಕು ಯಥೇಚ್ಛವಾಗಿ ಬರುವಂತಿದ್ದು ನಕಾರಾತ್ಮಕ ಶಕ್ತಿ ಹೊರ ಹೋಗುತ್ತಾ, ಸಕಾರಾತ್ಮಕ ಶಕ್ತಿ ಮನೆ, ಮನಸ್ಸನ್ನು ಗೆಲ್ಲುವಂತಿರಬೇಕು. ಹಾಗೆಯೇ ಮನೆಯೊಳಗಿರುವ ಶೌಚಗೃಹ ಕೂಡ ಇದೆಲ್ಲಕ್ಕಿಂತಲೂ ಶುದ್ಧವಾಗಿರಬೇಕು.: [551, 730, 855, 957]
- editorial-tag: ಸಂಪಾದಕೀಯ: [188, 115, 353, 156]
- site-url[interactable]: epaper.prathinidhi.net: [468, 23, 1017, 74]
- lead-col-1: [5, 1873, 250, 2248]
- lead-headline: ಸರ್ಕಾರಕ್ಕೆ ವಾರ್ಷಿಕ ₹3 ಸಾವಿರ ಕೋಟಿ ಹೊರೆ: [5, 1800, 836, 1866]
- paragraph: ನಾವು ಮಾತನಾಡಿಕೊಳ್ಳಬೇಕಾಗಿರುವುದು ಬಹಳವೇ ಇದೆ.: [1200, 175, 1443, 192]
- mirror-col-3: [1177, 173, 1491, 346]
- skeleton-body: [236, 1216, 532, 1584]
- paragraph: ಇತ್ತೀಚಿನ ದಿನಗಳಲ್ಲಿ ವನ್ಯ ಜೀವಿಗಳು ಹೆಚ್ಚು ಚರ್ಚೆಗೆ ಗ್ರಾಸವಾಗುತ್ತಿವೆ. ಪ್ರಮುಖವಾಗಿ ಹುಲಿಗಳ ವಿಚಾರ ಈಗ ಅತಿಹೆಚ್ಚು ಪ್ರಚಲಿತವಾಗಿದೆ. ಹುಲಿ ಸಾವು, ಮನುಷ್ಯನನ್ನು ಕೊಂದದ್ದು, ಅವುಗಳ ಸೆರೆ ಮುಂತಾಗಿ ಹೆಚ್ಚು ಪ್ರಚಾರ ಸಿಗುತ್ತಿದೆ. ಇದು ಕಾಡಂಚಿನ ಗ್ರಾಮಗಳ ಜನರ ನಿದ್ದೆಗೆಡಿಸಿದ್ದು, ಅವರೆಲ್ಲಾ ಸರ್ಕಾರದ ವಿರುದ್ಧ ಆಕ್ರೋಶಗೊಳ್ಳುವಂತೆ ಮಾಡಿದೆ. ಇಂತಹ ಆಕ್ರೋಶದ ಹೊಗೆ ಎದ್ದಾಗಲೆಲ್ಲಾ ಸರ್ಕಾರ ಹಿಂದೆಮುಂದೆ ನೋಡದೆ ಹುಲಿ ಹಿಡಿಯುವ ಕಾರ್ಯಾಚರಣೆ ಆರಂಭಿಸಿಬಿಡುತ್ತದೆ. ದಾಳಿ ನಡೆಸಿದ ಹುಲಿಯ ಹೆಸರಿನಲ್ಲಿ ಅದೆಷ್ಟೋ ಬೇರೆ ಹುಲಿಗಳನ್ನು ಸೆರೆ ಹಿಡಿದ ಉದಾಹರಣೆಗಳು ಸಾಕಷ್ಟಿವೆ. ಈಗ ಸೆರೆ ಹಿಡಿದ ಹುಲಿಗಳ ನಿರ್ವಹಣೆ ಅರಣ್ಯ ಇಲಾಖೆಗೆ ದೊಡ್ಡ ತಲೆನೋವಾಗಿ ಪರಿಣಮಿಸಿದೆ. ಇದು ಚರ್ಚೆಯಲ್ಲಿ ಇರುವಾಗಲೇ ಅರಣ್ಯ ಸಚಿವರು ಪ್ರಾಣಿಗಳ ಗಣತಿ ನಡೆಸುವುದಾಗಿ ಘೋಷಣೆ ಮಾಡಿದ್ದಾರೆ. ವನ್ಯ ಜೀವಿಗಳ ಗಣತಿ ಇದೇ ಮೊದಲೇನಲ್ಲ. ಹಲವಾರು ಬಾರಿ, ವಿವಿಧ: [9, 216, 532, 510]
- paragraph: ಈ ದಿನವನ್ನು ಆಚರಿಸುವ ಮುಖ್ಯ ಉದ್ದೇಶ ಶೌಚಾಲಯಗಳ ಬಳಕೆಯ ಬಗ್ಗೆ ಜಾಗೃತಿ ಮೂಡಿಸುವುದು. ಜನರು ಬಯಲು ಶೌಚ ಮಾಡುವುದನ್ನು ತಡೆಯುವುದು.: [867, 877, 1165, 936]
- compensation-article: [751, 2114, 964, 2200]
- part-label: ಭಾಗ: [40, 950, 76, 975]
- editor-label: EDITOR IN CHIEF: [103, 2396, 192, 2408]
- website: www.prathinidhi.net: [603, 2404, 733, 2419]
- paragraph: ದೇವತೆಗಳಿಂದ ಪ್ರೇರಿತವಾದ ಗಂಧರ್ವರು ಅರ್ಜುನನ ಸಂಬಂಧವಾದ ಕಥೆಗಳನ್ನು ಗಾಯನದ ಮೂಲಕ ಇಂಪಾಗಿ ಹಾಡುತ್ತಿದ್ದರು. ಅಪ್ಸರೆಯರು ದಿವ್ಯಗಾಯನವನ್ನನುಸರಿಸಿ ತಾಳ- ಲಯಬದ್ಧವಾಗಿ ನೃತ್ಯ ಮಾಡುತ್ತಿದ್ದರು. ಅರ್ಜುನನು ಏಕಾಗ್ರತೆಯಿಂದ ಮಹಾಸ್ತ್ರಗಳನ್ನು ಒಂದಾದಮೇಲೊಂದರಂತೆ ಪ್ರಯೋಗಿಸುತ್ತಾ ಅವುಗಳ ಪ್ರಭಾವವನ್ನು ಪ್ರದರ್ಶಿಸಬೇಕೆಂದಿದ್ದನು. ಹೀಗೆಯೇ ಮಹಾಸ್ತ್ರಗಳನ್ನು ಲಕ್ಷ್ಯವೇ ಇಲ್ಲದೆ ಪ್ರಯೋಗಿಸುತ್ತಿದ್ದರೆ, ಅಖಂಡ ಬ್ರಹ್ಮಾಂಡವೇ ಆ ಅಸ್ತ್ರಗಳಿಗೆ ಲಕ್ಷ್ಯವಾಗಿ, ಅಖಂಡ ಬ್ರಹ್ಮಾಂಡವೂ ಕ್ಷಣಮಾತ್ರದಲ್ಲಿ ಭಸ್ಮೀಭೂತವಾಗಿ ಬಿಡಬಹುದೆಂದು ದೇವತೆಗಳು ತಲ್ಲಣಿಸಿದರು. ಅರ್ಜುನನ ಬಳಿಗೆ ಕಳುಹಿಸಿಕೊಟ್ಟರು. ದೇವತೆಗಳ ನಿರ್ದೇಶನದಂತೆ ನಾರದರು ಅರ್ಜುನನನ್ನು ಕುರಿತು ಹೇಳಿದರು.: [9, 587, 532, 735]
- paragraph: ಬದುಕು ದೊಡ್ಡದು. ಬದುಕಿನಲ್ಲಿ ನಡೆಯಂತೆ ನುಡಿಯೂ ಉಪಯೋಗಿ ಮಾತ್ರವೇ. ಆದರೆ, ನುಡಿಯೊಂದಿಲ್ಲದ ಬದುಕಿನ ನಡೆಯನ್ನು ನೆನಪಿಸಿಕೊಳ್ಳಲೂ ಆಗದು. ಸಂಸಾರದಲ್ಲಿ ಮುಳುಗಿರುವ ಹೆಚ್ಚು ಜನರ ಪಾಲಿಗೆ ಮನೆ ಬಾಡಿಗೆ ಕಟ್ಟುವುದು ಹೇಗೆ? ಉದ್ಯೋಗ ಗಿಟ್ಟಿಸುವುದು ಹೇಗೆ? ದಂಡಿಯಾಗಿ ಇರುವ ದನ್ನು ಉಳಿಸಿಕೊಳ್ಳುವುದು ಹೇಗೆ? ಬೇರೆಯವರ ಬಳಿ ಇರುವುದನ್ನು ನನ್ನದಾಗಿಸಿಕೊಳ್ಳುವುದು ಹೇಗೆ? ಇತ್ಯಾದಿ ವಿಷಯಗಳು ನಾವಾಡುವ ನುಡಿಯ ಪ್ರಶ್ನೆಗಿಂತ ಹೆಚ್ಚಿನವಾಗಿರುತ್ತವೆ. ನಮ್ಮನಮ್ಮ ನುಡಿಯ ಬಗ್ಗೆ ಆದರ ಇರುವುದಿಲ್ಲವೆಂದಲ್ಲ, ಆದರೆ, ಅದಕ್ಕಾಗಿ ಇವೆಲ್ಲವನ್ನು ಕಡೆಗಣಿಸುವುದಕ್ಕೆ ಜನರಿಗೆ ಪುರುಸೊತ್ತು ಎಲ್ಲಿಂದ ಬರಬೇಕು? ಎಂಬಂತೆ ಒಬ್ಬರು ಮಾತನಾಡಿದ್ದಾರೆ. ಜೊತೆಗೆ Exclusivism always hinders and ultimately destroys creativity and growth ಎಂಬ ನಿಲುವನ್ನು ಹೇಳಿದ್ದಾರೆ.: [551, 175, 855, 444]
- mandakalli-headline: ಮಂಡಕಳ್ಳಿ ವಿಮಾನ ನಿಲ್ದಾಣ ಆವರಣದಲ್ಲಿ ಹುಲಿ ಪ್ರತ್ಯಕ್ಷ: [1310, 1809, 1489, 1903]
- paragraph: ಮಹಾತ್ಮ ಗಾಂಧಿ ರಾಷ್ಟ್ರೀಯ ಗ್ರಾಮೀಣ ಉದ್ಯೋಗ ಖಾತ್ರಿ ಯೋಜನೆಯನ್ನು (ನರೇಗಾ) ಕೈಬಿಟ್ಟು, ವಿಕಸಿತ ಭಾರತ- ಉದ್ಯೋಗ ಖಾತ್ರಿ ಮತ್ತು ಜೀವನೋಪಾಯ ಮಿಷನ್ (ಗ್ರಾಮೀಣ) (ವಿಬಿ-ಜಿ ರಾಮ್ ಜಿ) ಯೋಜನೆ ಜಾರಿಗೆ ತರುವುದರಿಂದ ರಾಜ್ಯ ಸರ್ಕಾರದ ಮೇಲೆ ವಾರ್ಷಿಕ 3000 ಕೋಟಿ ರೂ. ಹೊರೆ ಬೀಳಲಿದೆ ಎಂದು ಮುಖ್ಯಮಂತ್ರಿ ಸಿದ್ದರಾಮಯ್ಯ ಹೇಳಿದರು.: [5, 1897, 250, 2040]
- chanakya-body: [9, 1212, 215, 1736]
- mandakalli-body: [1306, 1910, 1492, 2057]
- author: ಸಿಕೆಎಂ: [71, 930, 103, 948]
